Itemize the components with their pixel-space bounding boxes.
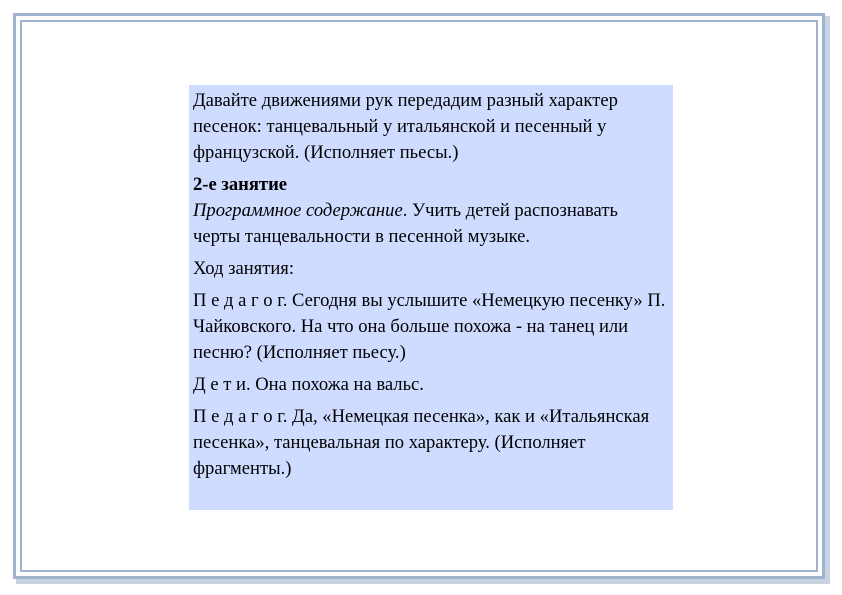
speaker-teacher-1: П е д а г о г. [193,290,288,311]
frame-shadow-bottom [16,579,830,584]
speaker-teacher-2: П е д а г о г. [193,406,288,427]
paragraph-teacher-1 [193,288,669,366]
paragraph-program [193,198,669,250]
speech-teacher-1: Сегодня вы услышите «Немецкую песенку» П. Чайковского. На что она больше похожа - на танец или песню? (Исполняет пьесу.) [193,290,666,363]
speech-teacher-2: Да, «Немецкая песенка», как и «Итальянская песенка», танцевальная по характеру. (Исполняет фрагменты.) [193,406,650,479]
paragraph-children [193,372,669,398]
course-label: Ход занятия: [193,258,295,279]
lesson-text-block [189,85,673,510]
speech-children: Она похожа на вальс. [250,374,424,395]
paragraph-intro: Давайте движениями рук передадим разный характер песенок: танцевальный у итальянской и песенный у французской. (Исполняет пьесы.) [193,90,618,163]
lesson-title: 2-е занятие [193,174,288,195]
program-label: Программное содержание [193,200,403,221]
paragraph-teacher-2 [193,404,669,482]
speaker-children: Д е т и. [193,374,251,395]
frame-shadow-right [825,16,830,582]
program-text: . Учить детей распознавать черты танцевальности в песенной музыке. [193,200,618,247]
